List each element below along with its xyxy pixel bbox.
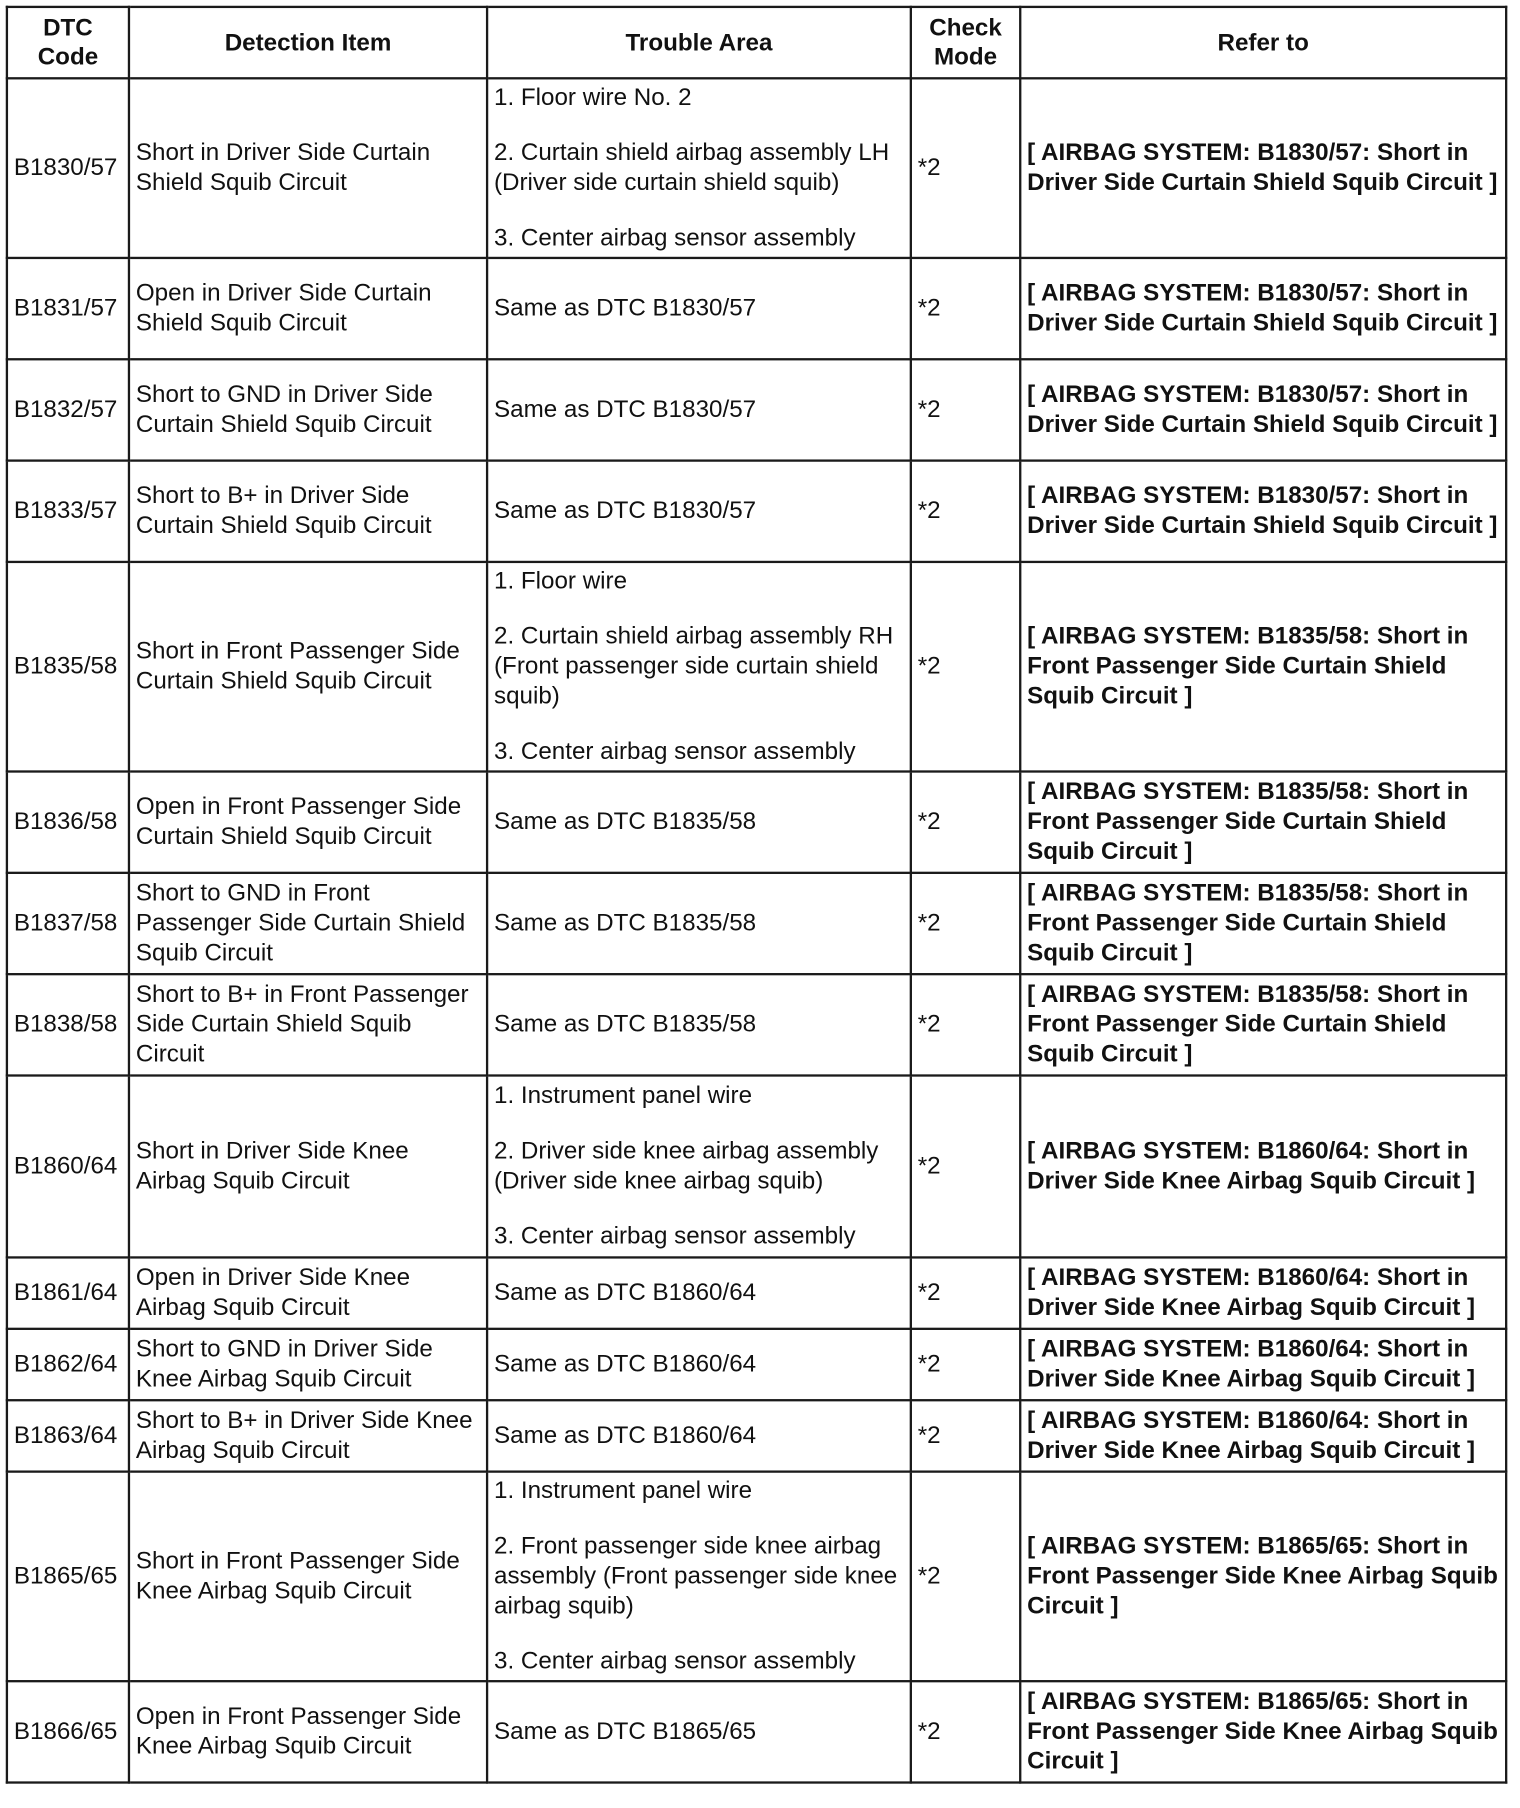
trouble-area-cell: Same as DTC B1835/58 <box>487 974 911 1075</box>
dtc-code-cell: B1833/57 <box>7 461 129 562</box>
trouble-area-cell <box>487 562 911 772</box>
check-mode-cell: *2 <box>911 1329 1020 1400</box>
dtc-code-cell: B1861/64 <box>7 1257 129 1328</box>
detection-item-cell: Short to GND in Driver Side Knee Airbag Squib Circuit <box>129 1329 487 1400</box>
trouble-area-line: 1. Instrument panel wire <box>493 1477 753 1504</box>
dtc-code-cell: B1832/57 <box>7 359 129 460</box>
check-mode-cell: *2 <box>911 1076 1020 1258</box>
trouble-area-cell <box>487 1472 911 1682</box>
table-row <box>7 258 1506 359</box>
detection-item-cell: Short to B+ in Driver Side Curtain Shield Squib Circuit <box>129 461 487 562</box>
check-mode-cell: *2 <box>911 359 1020 460</box>
refer-to-link[interactable]: [ AIRBAG SYSTEM: B1830/57: Short in Driver Side Curtain Shield Squib Circuit ] <box>1020 359 1506 460</box>
refer-to-link[interactable]: [ AIRBAG SYSTEM: B1860/64: Short in Driver Side Knee Airbag Squib Circuit ] <box>1020 1076 1506 1258</box>
trouble-area-cell <box>487 1076 911 1258</box>
table-row <box>7 873 1506 974</box>
detection-item-cell: Short to B+ in Front Passenger Side Curtain Shield Squib Circuit <box>129 974 487 1075</box>
dtc-code-cell: B1838/58 <box>7 974 129 1075</box>
check-mode-cell: *2 <box>911 461 1020 562</box>
dtc-code-cell: B1831/57 <box>7 258 129 359</box>
check-mode-cell: *2 <box>911 873 1020 974</box>
detection-item-cell: Open in Front Passenger Side Knee Airbag Squib Circuit <box>129 1681 487 1782</box>
table-row <box>7 1681 1506 1782</box>
trouble-area-cell: Same as DTC B1860/64 <box>487 1257 911 1328</box>
trouble-area-line: 2. Front passenger side knee airbag assembly (Front passenger side knee airbag squib) <box>493 1532 898 1620</box>
check-mode-cell: *2 <box>911 78 1020 258</box>
detection-item-cell: Open in Driver Side Curtain Shield Squib Circuit <box>129 258 487 359</box>
refer-to-link[interactable]: [ AIRBAG SYSTEM: B1835/58: Short in Front Passenger Side Curtain Shield Squib Circuit ] <box>1020 873 1506 974</box>
trouble-area-line: 3. Center airbag sensor assembly <box>493 738 856 765</box>
trouble-area-line: 2. Driver side knee airbag assembly (Driver side knee airbag squib) <box>493 1137 879 1195</box>
trouble-area-cell <box>487 78 911 258</box>
table-body <box>7 78 1506 1782</box>
check-mode-cell: *2 <box>911 772 1020 873</box>
refer-to-link[interactable]: [ AIRBAG SYSTEM: B1860/64: Short in Driver Side Knee Airbag Squib Circuit ] <box>1020 1329 1506 1400</box>
dtc-code-cell: B1860/64 <box>7 1076 129 1258</box>
dtc-code-cell: B1837/58 <box>7 873 129 974</box>
table-row <box>7 1257 1506 1328</box>
trouble-area-cell: Same as DTC B1835/58 <box>487 873 911 974</box>
table-row <box>7 1472 1506 1682</box>
detection-item-cell: Short to B+ in Driver Side Knee Airbag Squib Circuit <box>129 1400 487 1471</box>
trouble-area-cell: Same as DTC B1830/57 <box>487 359 911 460</box>
header-trouble-area: Trouble Area <box>487 7 911 78</box>
refer-to-link[interactable]: [ AIRBAG SYSTEM: B1830/57: Short in Driver Side Curtain Shield Squib Circuit ] <box>1020 461 1506 562</box>
check-mode-cell: *2 <box>911 1400 1020 1471</box>
detection-item-cell: Short to GND in Front Passenger Side Curtain Shield Squib Circuit <box>129 873 487 974</box>
header-detection-item: Detection Item <box>129 7 487 78</box>
refer-to-link[interactable]: [ AIRBAG SYSTEM: B1835/58: Short in Front Passenger Side Curtain Shield Squib Circuit ] <box>1020 974 1506 1075</box>
trouble-area-line: 3. Center airbag sensor assembly <box>493 224 856 252</box>
detection-item-cell: Open in Driver Side Knee Airbag Squib Circuit <box>129 1257 487 1328</box>
detection-item-cell: Short in Front Passenger Side Curtain Shield Squib Circuit <box>129 562 487 772</box>
check-mode-cell: *2 <box>911 258 1020 359</box>
refer-to-link[interactable]: [ AIRBAG SYSTEM: B1830/57: Short in Driver Side Curtain Shield Squib Circuit ] <box>1020 78 1506 258</box>
table-header <box>7 7 1506 78</box>
dtc-code-cell: B1862/64 <box>7 1329 129 1400</box>
header-refer-to: Refer to <box>1020 7 1506 78</box>
detection-item-cell: Short in Driver Side Knee Airbag Squib Circuit <box>129 1076 487 1258</box>
refer-to-link[interactable]: [ AIRBAG SYSTEM: B1865/65: Short in Front Passenger Side Knee Airbag Squib Circuit ] <box>1020 1681 1506 1782</box>
trouble-area-line: 1. Floor wire <box>493 567 628 595</box>
refer-to-link[interactable]: [ AIRBAG SYSTEM: B1860/64: Short in Driver Side Knee Airbag Squib Circuit ] <box>1020 1257 1506 1328</box>
table-row <box>7 1329 1506 1400</box>
table-row <box>7 461 1506 562</box>
trouble-area-line: 3. Center airbag sensor assembly <box>493 1647 856 1675</box>
refer-to-link[interactable]: [ AIRBAG SYSTEM: B1860/64: Short in Driver Side Knee Airbag Squib Circuit ] <box>1020 1400 1506 1471</box>
trouble-area-line: 2. Curtain shield airbag assembly RH (Front passenger side curtain shield squib) <box>493 622 894 710</box>
trouble-area-cell: Same as DTC B1860/64 <box>487 1400 911 1471</box>
detection-item-cell: Short in Driver Side Curtain Shield Squib Circuit <box>129 78 487 258</box>
trouble-area-cell: Same as DTC B1835/58 <box>487 772 911 873</box>
refer-to-link[interactable]: [ AIRBAG SYSTEM: B1865/65: Short in Front Passenger Side Knee Airbag Squib Circuit ] <box>1020 1472 1506 1682</box>
dtc-code-cell: B1836/58 <box>7 772 129 873</box>
check-mode-cell: *2 <box>911 974 1020 1075</box>
table-row <box>7 974 1506 1075</box>
check-mode-cell: *2 <box>911 1257 1020 1328</box>
detection-item-cell: Open in Front Passenger Side Curtain Shield Squib Circuit <box>129 772 487 873</box>
dtc-table <box>6 6 1508 1784</box>
check-mode-cell: *2 <box>911 562 1020 772</box>
trouble-area-line: 3. Center airbag sensor assembly <box>493 1222 856 1250</box>
trouble-area-cell: Same as DTC B1830/57 <box>487 258 911 359</box>
detection-item-cell: Short in Front Passenger Side Knee Airbag Squib Circuit <box>129 1472 487 1682</box>
table-row <box>7 1076 1506 1258</box>
trouble-area-cell: Same as DTC B1865/65 <box>487 1681 911 1782</box>
refer-to-link[interactable]: [ AIRBAG SYSTEM: B1835/58: Short in Front Passenger Side Curtain Shield Squib Circuit ] <box>1020 772 1506 873</box>
check-mode-cell: *2 <box>911 1472 1020 1682</box>
table-row <box>7 1400 1506 1471</box>
detection-item-cell: Short to GND in Driver Side Curtain Shield Squib Circuit <box>129 359 487 460</box>
table-row <box>7 562 1506 772</box>
dtc-code-cell: B1863/64 <box>7 1400 129 1471</box>
table-row <box>7 772 1506 873</box>
check-mode-cell: *2 <box>911 1681 1020 1782</box>
table-row <box>7 359 1506 460</box>
dtc-code-cell: B1865/65 <box>7 1472 129 1682</box>
refer-to-link[interactable]: [ AIRBAG SYSTEM: B1830/57: Short in Driver Side Curtain Shield Squib Circuit ] <box>1020 258 1506 359</box>
refer-to-link[interactable]: [ AIRBAG SYSTEM: B1835/58: Short in Front Passenger Side Curtain Shield Squib Circuit ] <box>1020 562 1506 772</box>
dtc-code-cell: B1866/65 <box>7 1681 129 1782</box>
trouble-area-line: 1. Instrument panel wire <box>493 1082 753 1109</box>
trouble-area-cell: Same as DTC B1860/64 <box>487 1329 911 1400</box>
dtc-code-cell: B1830/57 <box>7 78 129 258</box>
trouble-area-line: 1. Floor wire No. 2 <box>493 84 692 111</box>
header-dtc-code: DTC Code <box>7 7 129 78</box>
table-row <box>7 78 1506 258</box>
dtc-code-cell: B1835/58 <box>7 562 129 772</box>
trouble-area-cell: Same as DTC B1830/57 <box>487 461 911 562</box>
header-check-mode: Check Mode <box>911 7 1020 78</box>
trouble-area-line: 2. Curtain shield airbag assembly LH (Driver side curtain shield squib) <box>493 139 890 196</box>
